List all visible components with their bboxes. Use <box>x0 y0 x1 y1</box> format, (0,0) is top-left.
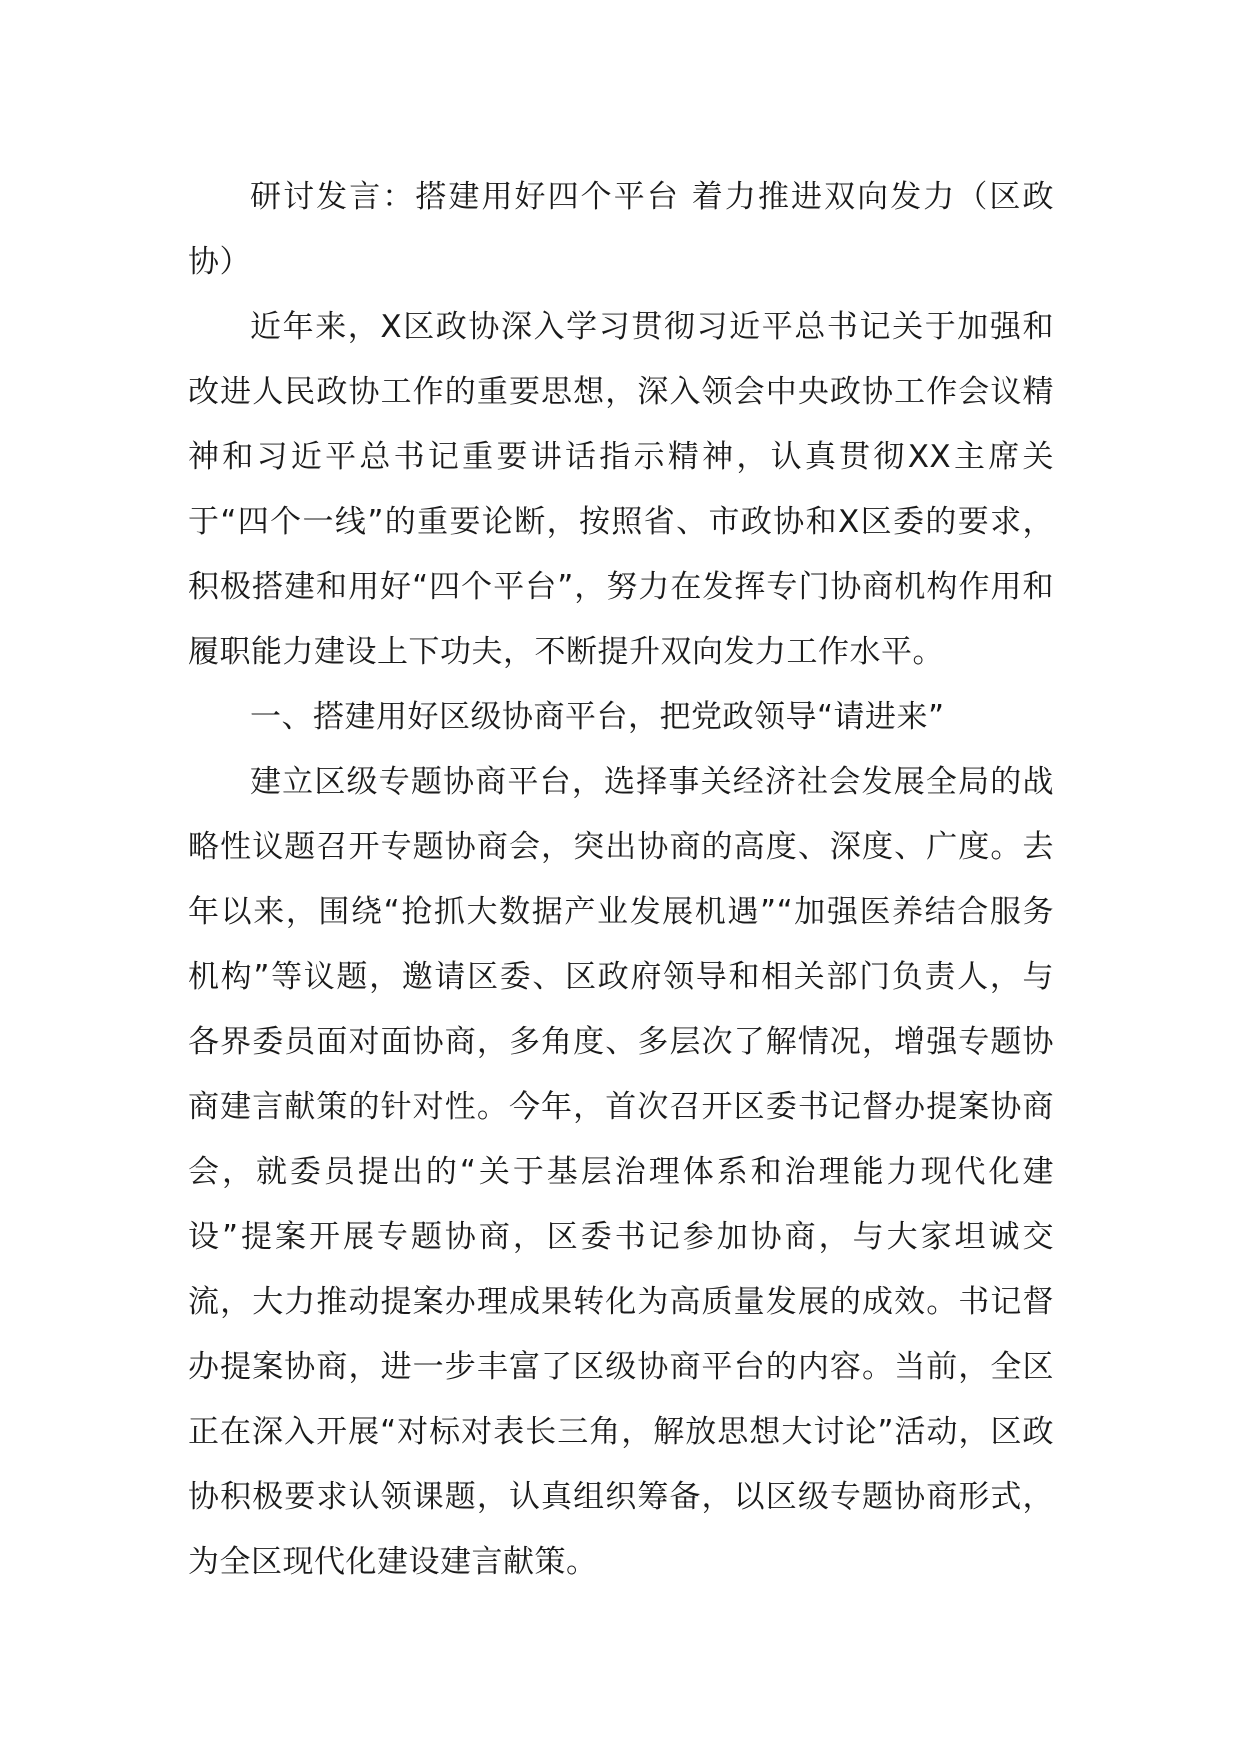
document-title: 研讨发言：搭建用好四个平台 着力推进双向发力（区政协） <box>188 179 1054 280</box>
document-page <box>188 165 1054 1595</box>
paragraph-section-1-body: 建立区级专题协商平台，选择事关经济社会发展全局的战略性议题召开专题协商会，突出协商的高度、深度、广度。去年以来，围绕“抢抓大数据产业发展机遇”“加强医养结合服务机构”等议题，邀请区委、区政府领导和相关部门负责人，与各界委员面对面协商，多角度、多层次了解情况，增强专题协商建言献策的针对性。今年，首次召开区委书记督办提案协商会，就委员提出的“关于基层治理体系和治理能力现代化建设”提案开展专题协商，区委书记参加协商，与大家坦诚交流，大力推动提案办理成果转化为高质量发展的成效。书记督办提案协商，进一步丰富了区级协商平台的内容。当前，全区正在深入开展“对标对表长三角，解放思想大讨论”活动，区政协积极要求认领课题，认真组织筹备，以区级专题协商形式，为全区现代化建设建言献策。 <box>188 764 1054 1580</box>
paragraph-intro: 近年来，X区政协深入学习贯彻习近平总书记关于加强和改进人民政协工作的重要思想，深入领会中央政协工作会议精神和习近平总书记重要讲话指示精神，认真贯彻XX主席关于“四个一线”的重要论断，按照省、市政协和X区委的要求，积极搭建和用好“四个平台”，努力在发挥专门协商机构作用和履职能力建设上下功夫，不断提升双向发力工作水平。 <box>188 309 1054 670</box>
section-heading-1: 一、搭建用好区级协商平台，把党政领导“请进来” <box>250 699 945 735</box>
